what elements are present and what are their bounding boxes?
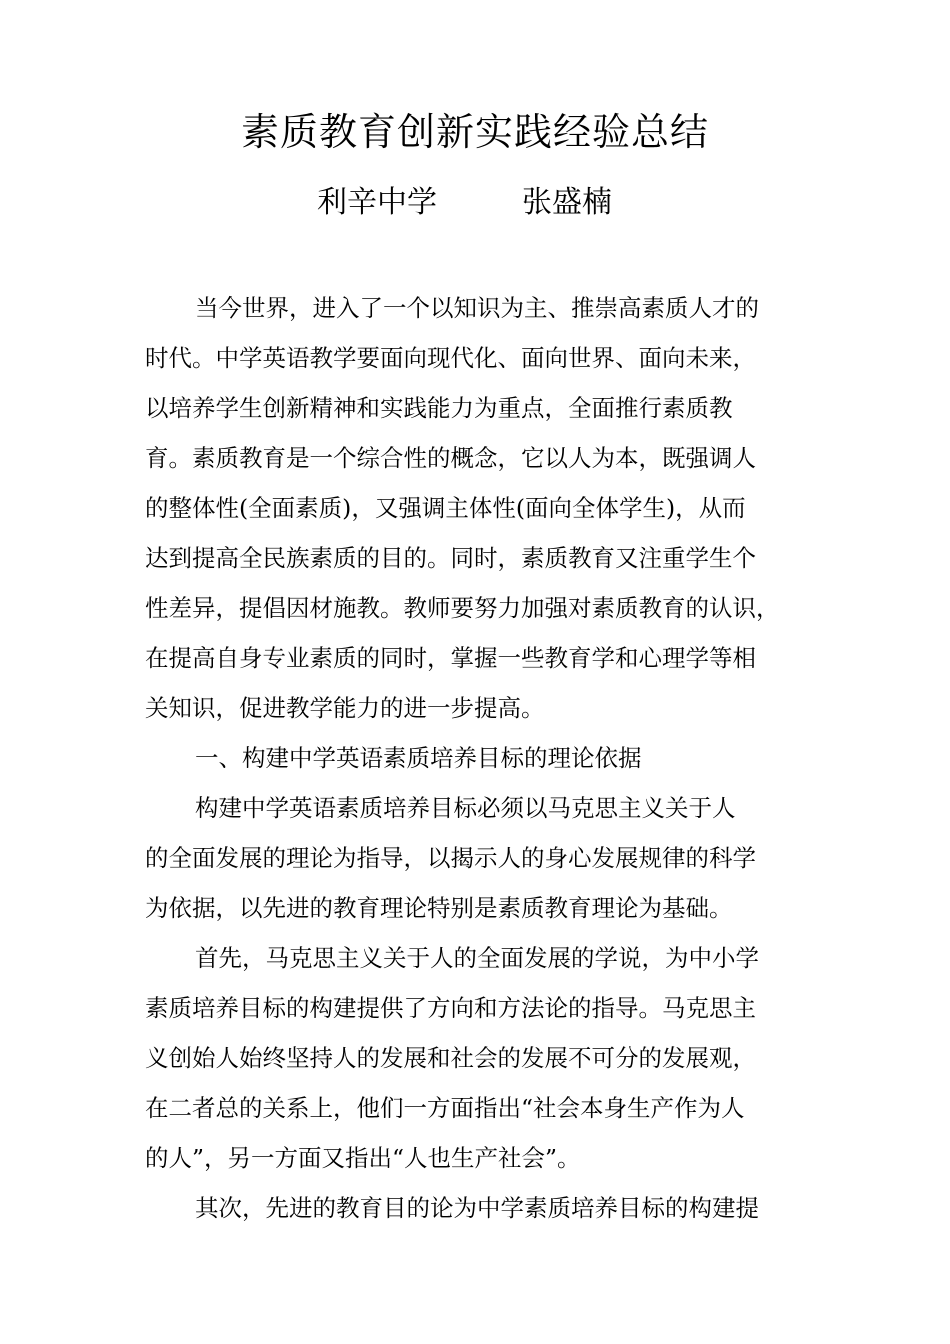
text-line: 当今世界，进入了一个以知识为主、推崇高素质人才的 bbox=[195, 294, 759, 322]
text-line: 素质培养目标的构建提供了方向和方法论的指导。马克思主 bbox=[145, 994, 756, 1022]
section-heading: 一、构建中学英语素质培养目标的理论依据 bbox=[195, 744, 642, 772]
text-line: 关知识，促进教学能力的进一步提高。 bbox=[145, 694, 545, 722]
text-line: 构建中学英语素质培养目标必须以马克思主义关于人 bbox=[195, 794, 736, 822]
text-line: 的人”，另一方面又指出“人也生产社会”。 bbox=[145, 1144, 581, 1172]
text-line: 性差异，提倡因材施教。教师要努力加强对素质教育的认识， bbox=[145, 594, 780, 622]
text-line: 为依据，以先进的教育理论特别是素质教育理论为基础。 bbox=[145, 894, 733, 922]
school-name: 利辛中学 bbox=[317, 185, 437, 220]
text-line: 在二者总的关系上，他们一方面指出“社会本身生产作为人 bbox=[145, 1094, 745, 1122]
text-line: 育。素质教育是一个综合性的概念，它以人为本，既强调人 bbox=[145, 444, 756, 472]
text-line: 在提高自身专业素质的同时，掌握一些教育学和心理学等相 bbox=[145, 644, 756, 672]
text-line: 以培养学生创新精神和实践能力为重点，全面推行素质教 bbox=[145, 394, 733, 422]
author-name: 张盛楠 bbox=[522, 185, 612, 220]
body-text bbox=[145, 288, 845, 1238]
text-line: 时代。中学英语教学要面向现代化、面向世界、面向未来， bbox=[145, 344, 756, 372]
text-line: 其次，先进的教育目的论为中学素质培养目标的构建提 bbox=[195, 1194, 759, 1222]
text-line: 达到提高全民族素质的目的。同时，素质教育又注重学生个 bbox=[145, 544, 756, 572]
document-title: 素质教育创新实践经验总结 bbox=[240, 110, 709, 154]
text-line: 的全面发展的理论为指导，以揭示人的身心发展规律的科学 bbox=[145, 844, 756, 872]
text-line: 义创始人始终坚持人的发展和社会的发展不可分的发展观， bbox=[145, 1044, 756, 1072]
text-line: 首先，马克思主义关于人的全面发展的学说，为中小学 bbox=[195, 944, 759, 972]
text-line: 的整体性(全面素质)，又强调主体性(面向全体学生)，从而 bbox=[145, 494, 746, 522]
